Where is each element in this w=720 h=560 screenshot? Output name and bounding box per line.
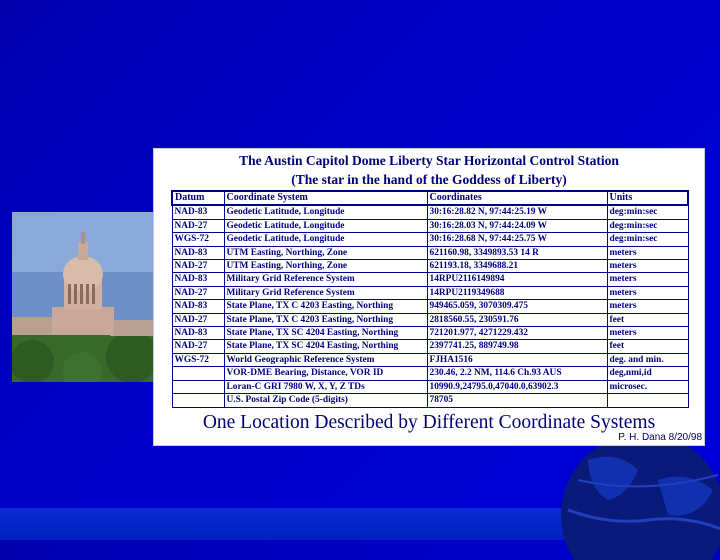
table-row [172, 313, 688, 326]
table-row [172, 380, 688, 393]
table-row [172, 367, 688, 380]
table-cell: meters [607, 260, 688, 273]
table-cell: deg:min:sec [607, 205, 688, 219]
table-row [172, 219, 688, 232]
table-row [172, 286, 688, 299]
table-cell: NAD-83 [172, 205, 224, 219]
table-cell: 14RPU2116149894 [427, 273, 607, 286]
table-cell [172, 394, 224, 407]
table-row [172, 260, 688, 273]
table-cell: 230.46, 2.2 NM, 114.6 Ch.93 AUS [427, 367, 607, 380]
table-cell: feet [607, 340, 688, 353]
table-cell: 30:16:28.82 N, 97:44:25.19 W [427, 205, 607, 219]
table-cell: 30:16:28.03 N, 97:44:24.09 W [427, 219, 607, 232]
credit-line: P. H. Dana 8/20/98 [618, 432, 702, 443]
table-cell: microsec. [607, 380, 688, 393]
table-cell: State Plane, TX SC 4204 Easting, Northing [224, 327, 427, 340]
table-row [172, 340, 688, 353]
table-cell: NAD-27 [172, 260, 224, 273]
table-cell: U.S. Postal Zip Code (5-digits) [224, 394, 427, 407]
table-cell: meters [607, 300, 688, 313]
panel-subtitle: (The star in the hand of the Goddess of Liberty) [291, 172, 567, 187]
table-cell: 14RPU2119349688 [427, 286, 607, 299]
table-row [172, 233, 688, 246]
table-cell: deg. and min. [607, 353, 688, 366]
table-cell [607, 394, 688, 407]
table-cell: 30:16:28.68 N, 97:44:25.75 W [427, 233, 607, 246]
table-row [172, 353, 688, 366]
table-cell: 721201.977, 4271229.432 [427, 327, 607, 340]
table-header-row [172, 191, 688, 205]
table-cell: Military Grid Reference System [224, 286, 427, 299]
table-row [172, 205, 688, 219]
column-header: Datum [172, 191, 224, 205]
table-cell: meters [607, 273, 688, 286]
capitol-photo [12, 212, 154, 382]
table-cell: State Plane, TX C 4203 Easting, Northing [224, 300, 427, 313]
table-cell: WGS-72 [172, 353, 224, 366]
panel-title: The Austin Capitol Dome Liberty Star Horizontal Control Station [239, 153, 619, 168]
table-cell [172, 380, 224, 393]
table-cell: Military Grid Reference System [224, 273, 427, 286]
table-cell: 2397741.25, 889749.98 [427, 340, 607, 353]
table-cell: deg:min:sec [607, 219, 688, 232]
table-cell: WGS-72 [172, 233, 224, 246]
column-header: Units [607, 191, 688, 205]
table-cell: NAD-27 [172, 219, 224, 232]
table-cell: feet [607, 313, 688, 326]
table-cell: State Plane, TX C 4203 Easting, Northing [224, 313, 427, 326]
table-row [172, 327, 688, 340]
table-cell: NAD-27 [172, 286, 224, 299]
coordinates-table [171, 190, 689, 408]
table-cell: 621160.98, 3349893.53 14 R [427, 246, 607, 259]
column-header: Coordinates [427, 191, 607, 205]
table-cell: NAD-83 [172, 327, 224, 340]
table-cell: VOR-DME Bearing, Distance, VOR ID [224, 367, 427, 380]
table-row [172, 300, 688, 313]
table-cell: NAD-27 [172, 313, 224, 326]
table-row [172, 394, 688, 407]
table-cell: Loran-C GRI 7980 W, X, Y, Z TDs [224, 380, 427, 393]
column-header: Coordinate System [224, 191, 427, 205]
table-cell: 621193.18, 3349688.21 [427, 260, 607, 273]
table-cell: Geodetic Latitude, Longitude [224, 205, 427, 219]
table-cell: NAD-27 [172, 340, 224, 353]
info-panel [153, 148, 705, 446]
globe-icon [548, 440, 720, 560]
table-cell: Geodetic Latitude, Longitude [224, 233, 427, 246]
table-cell: 10990.9,24795.0,47040.0,63902.3 [427, 380, 607, 393]
table-cell: NAD-83 [172, 300, 224, 313]
table-cell: FJHA1516 [427, 353, 607, 366]
table-cell: NAD-83 [172, 246, 224, 259]
table-cell: meters [607, 286, 688, 299]
table-cell: meters [607, 327, 688, 340]
table-cell: State Plane, TX SC 4204 Easting, Northing [224, 340, 427, 353]
table-cell: meters [607, 246, 688, 259]
table-cell: deg,nmi,id [607, 367, 688, 380]
slide-caption: One Location Described by Different Coordinate Systems [202, 412, 656, 433]
table-row [172, 246, 688, 259]
table-cell: World Geographic Reference System [224, 353, 427, 366]
table-cell: 2818560.55, 230591.76 [427, 313, 607, 326]
table-cell: UTM Easting, Northing, Zone [224, 260, 427, 273]
table-cell: NAD-83 [172, 273, 224, 286]
table-cell: Geodetic Latitude, Longitude [224, 219, 427, 232]
table-row [172, 273, 688, 286]
table-cell: deg:min:sec [607, 233, 688, 246]
table-cell: 949465.059, 3070309.475 [427, 300, 607, 313]
table-cell: 78705 [427, 394, 607, 407]
table-cell [172, 367, 224, 380]
table-cell: UTM Easting, Northing, Zone [224, 246, 427, 259]
